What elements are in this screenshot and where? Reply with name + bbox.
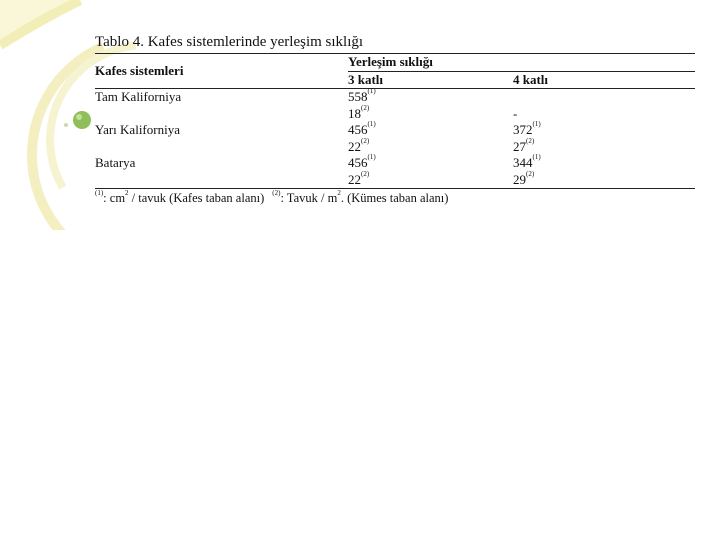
decor-green-dot bbox=[73, 111, 91, 129]
table-row bbox=[95, 106, 695, 123]
footnote-1-post: / tavuk (Kafes taban alanı) bbox=[128, 191, 265, 205]
header-4-tier: 4 katlı bbox=[513, 71, 695, 89]
value-4-tier bbox=[513, 169, 695, 189]
cell-value: 344 bbox=[513, 155, 533, 170]
footnote-2-post: . (Kümes taban alanı) bbox=[340, 191, 449, 205]
cell-value: 18 bbox=[348, 105, 361, 121]
header-3-tier: 3 katlı bbox=[348, 71, 513, 89]
cell-footnote-mark: (1) bbox=[532, 153, 541, 161]
cell-value: 372 bbox=[513, 122, 533, 137]
density-table-container bbox=[95, 33, 695, 206]
cell-value: - bbox=[513, 105, 518, 121]
cage-system-name: Yarı Kaliforniya bbox=[95, 122, 180, 137]
cell-footnote-mark: (1) bbox=[367, 120, 376, 128]
cell-footnote-mark: (2) bbox=[361, 103, 370, 112]
cell-value: 456 bbox=[348, 155, 368, 170]
table-header-row-1 bbox=[95, 54, 695, 72]
footnote-1-mark: (1) bbox=[95, 189, 104, 197]
cage-system-name: Batarya bbox=[95, 155, 136, 170]
cage-system-name bbox=[95, 106, 348, 123]
table-caption: Tablo 4. Kafes sistemlerinde yerleşim sıklığı bbox=[95, 34, 364, 50]
cage-system-name bbox=[95, 172, 348, 189]
table-row bbox=[95, 172, 695, 189]
table-body bbox=[95, 89, 695, 189]
value-3-tier bbox=[348, 155, 513, 172]
decor-small-dot bbox=[64, 123, 68, 127]
cell-value: 22 bbox=[348, 138, 361, 154]
cell-footnote-mark: (2) bbox=[361, 136, 370, 145]
cell-footnote-mark: (2) bbox=[526, 169, 535, 178]
footnote-1-pre: : cm bbox=[103, 191, 126, 205]
table-row bbox=[95, 122, 695, 139]
footnote-2-mark: (2) bbox=[272, 189, 281, 197]
cell-footnote-mark: (2) bbox=[361, 169, 370, 178]
table-row bbox=[95, 155, 695, 172]
value-4-tier bbox=[513, 155, 695, 172]
cell-value: 27 bbox=[513, 138, 526, 154]
header-cage-systems: Kafes sistemleri bbox=[95, 62, 184, 78]
cage-system-name bbox=[95, 139, 348, 156]
table-row bbox=[95, 89, 695, 106]
table-row bbox=[95, 139, 695, 156]
cell-footnote-mark: (2) bbox=[526, 136, 535, 145]
cage-system-name: Tam Kaliforniya bbox=[95, 89, 182, 104]
cell-value: 29 bbox=[513, 171, 526, 187]
cell-value: 22 bbox=[348, 171, 361, 187]
cell-value: 558 bbox=[348, 89, 368, 104]
decor-green-dot-highlight bbox=[76, 114, 82, 120]
cell-footnote-mark: (1) bbox=[532, 120, 541, 128]
cell-footnote-mark: (1) bbox=[367, 153, 376, 161]
footnote-2-exp: 2 bbox=[337, 189, 341, 197]
value-4-tier bbox=[513, 122, 695, 139]
cell-value: 456 bbox=[348, 122, 368, 137]
value-3-tier bbox=[348, 122, 513, 139]
footnote-1-exp: 2 bbox=[125, 189, 129, 197]
value-3-tier bbox=[348, 169, 513, 189]
value-4-tier bbox=[513, 89, 695, 106]
value-3-tier bbox=[348, 89, 513, 106]
cell-footnote-mark: (1) bbox=[367, 87, 376, 95]
table-footnotes bbox=[95, 191, 695, 206]
footnote-2-pre: : Tavuk / m bbox=[280, 191, 338, 205]
header-density-group: Yerleşim sıklığı bbox=[348, 54, 433, 69]
density-table bbox=[95, 53, 695, 189]
